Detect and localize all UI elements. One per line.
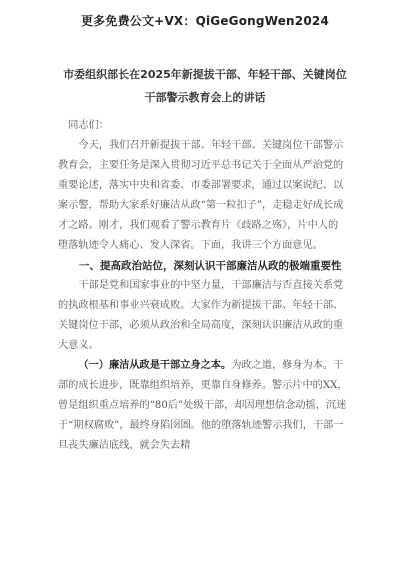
document-title-line-1: 市委组织部长在2025年新提拔干部、年轻干部、关键岗位 (63, 68, 347, 81)
subsection-1-text: 为政之道，修身为本。干部的成长进步，既靠组织培养，更靠自身修养。警示片中的XX，曾是组织重点培养的“80后”处级干部，却因理想信念动摇，沉迷于“期权腐败”，最终身陷囹圄。他的堕落轨迹警示我们，干部一旦丧失廉洁底线，就会失去精 (58, 360, 348, 451)
paragraph-subsection-1 (58, 356, 348, 456)
paragraph-section-1: 干部是党和国家事业的中坚力量，干部廉洁与否直接关系党的执政根基和事业兴衰成败。大家作为新提拔干部、年轻干部、关键岗位干部，必须从政治和全局高度，深刻认识廉洁从政的重大意义。 (58, 280, 344, 351)
salutation: 同志们： (68, 120, 109, 131)
subsection-1-label: （一）廉洁从政是干部立身之本。 (78, 360, 232, 371)
section-heading-1: 一、提高政治站位，深刻认识干部廉洁从政的极端重要性 (79, 260, 342, 272)
paragraph-intro: 今天，我们召开新提拔干部、年轻干部、关键岗位干部警示教育会，主要任务是深入贯彻习近平总书记关于全面从严治党的重要论述，落实中央和省委、市委部署要求，通过以案说纪、以案示警，帮助大家系好廉洁从政“第一粒扣子”，走稳走好成长成才之路。刚才，我们观看了警示教育片《歧路之殇》，片中人的堕落轨迹令人痛心、发人深省。下面，我讲三个方面意见。 (58, 140, 344, 251)
document-body (58, 116, 348, 456)
promo-banner: 更多免费公文+VX：QiGeGongWen2024 (80, 14, 329, 28)
document-title-line-2: 干部警示教育会上的讲话 (144, 91, 266, 104)
